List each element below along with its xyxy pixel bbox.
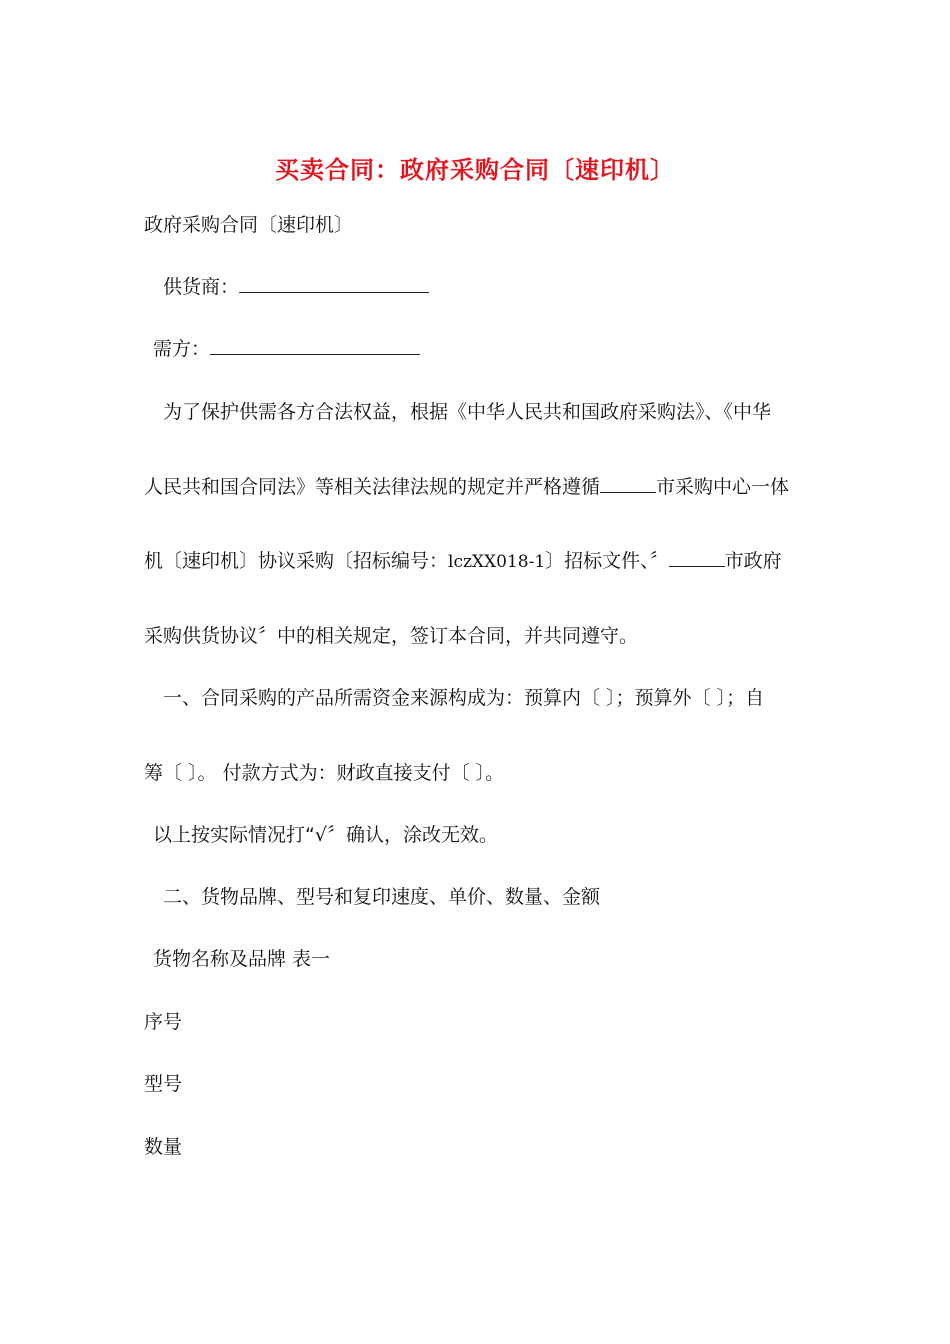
- para1-line3: [144, 548, 782, 575]
- table-header-seq: 序号: [144, 1011, 183, 1033]
- clause2-heading: 二、货物品牌、型号和复印速度、单价、数量、金额: [163, 886, 601, 908]
- supplier-label: 供货商：: [163, 276, 240, 298]
- document-title: 买卖合同：政府采购合同〔速印机〕: [275, 155, 675, 184]
- supplier-row: [163, 274, 429, 300]
- para1-line4: 采购供货协议〞中的相关规定，签订本合同，并共同遵守。: [144, 625, 639, 647]
- buyer-label: 需方：: [153, 338, 211, 360]
- clause1-line1: 一、合同采购的产品所需资金来源构成为：预算内〔 〕；预算外〔 〕；自: [163, 687, 765, 709]
- para1-line3-c: 市政府: [724, 550, 782, 572]
- document-subtitle: 政府采购合同〔速印机〕: [144, 214, 354, 236]
- tender-code: lczXX018-1: [448, 552, 546, 572]
- clause1-note: 以上按实际情况打“√〞确认，涂改无效。: [153, 824, 498, 846]
- para1-line3-a: 机〔速印机〕协议采购〔招标编号：: [144, 550, 449, 572]
- clause1-line2: 筹〔 〕。 付款方式为：财政直接支付〔 〕。: [144, 762, 505, 784]
- table-header-qty: 数量: [144, 1136, 183, 1158]
- supplier-blank: [239, 274, 429, 293]
- para1-line2: [144, 474, 789, 500]
- buyer-row: [153, 336, 420, 362]
- table-caption: 货物名称及品牌 表一: [153, 948, 331, 970]
- para1-line1: 为了保护供需各方合法权益，根据《中华人民共和国政府采购法》、《中华: [163, 401, 772, 423]
- table-header-model: 型号: [144, 1073, 183, 1095]
- buyer-blank: [210, 336, 420, 355]
- para1-line2-b: 市采购中心一体: [656, 476, 790, 498]
- city-blank-2: [669, 548, 725, 567]
- para1-line2-a: 人民共和国合同法》等相关法律法规的规定并严格遵循: [144, 476, 601, 498]
- para1-line3-b: 〕招标文件、〞: [545, 550, 669, 572]
- city-blank-1: [600, 474, 656, 493]
